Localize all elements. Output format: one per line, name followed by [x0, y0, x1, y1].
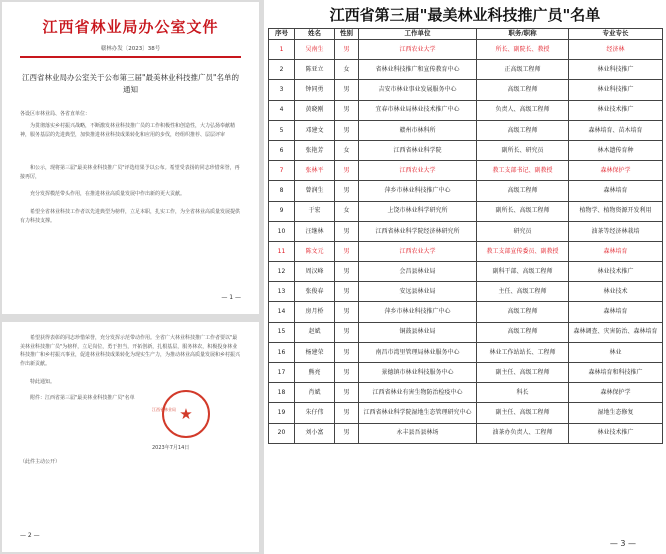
column-header: 职务/职称 [477, 29, 569, 40]
winners-table [268, 28, 663, 444]
table-cell: 女 [335, 201, 359, 221]
table-cell: 林木遗传育种 [569, 140, 663, 160]
table-cell: 男 [335, 322, 359, 342]
table-row [269, 262, 663, 282]
table-row [269, 161, 663, 181]
table-cell: 14 [269, 302, 295, 322]
table-cell: 副主任、高级工程师 [477, 363, 569, 383]
table-cell: 男 [335, 161, 359, 181]
table-cell: 负责人、高级工程师 [477, 100, 569, 120]
column-header: 工作单位 [359, 29, 477, 40]
table-cell: 萍乡市林业科技推广中心 [359, 181, 477, 201]
table-row [269, 423, 663, 443]
seal-text: 江西省林业局 [152, 407, 176, 412]
table-cell: 男 [335, 241, 359, 261]
table-cell: 林业 [569, 342, 663, 362]
table-header-row [269, 29, 663, 40]
table-cell: 高级工程师 [477, 120, 569, 140]
list-title: 江西省第三届"最美林业科技推广员"名单 [329, 6, 601, 24]
table-row [269, 302, 663, 322]
table-cell: 陈亚立 [295, 60, 335, 80]
page-number: — 3 — [609, 539, 636, 548]
table-cell: 赵斌 [295, 322, 335, 342]
table-cell: 森林培育、苗木培育 [569, 120, 663, 140]
table-row [269, 181, 663, 201]
table-cell: 植物学、植物资源开发利用 [569, 201, 663, 221]
table-cell: 肖斌 [295, 383, 335, 403]
table-cell: 11 [269, 241, 295, 261]
table-cell: 15 [269, 322, 295, 342]
column-header: 专业专长 [569, 29, 663, 40]
table-cell: 男 [335, 120, 359, 140]
table-cell: 高级工程师 [477, 181, 569, 201]
table-cell: 曾润生 [295, 181, 335, 201]
table-cell: 男 [335, 403, 359, 423]
closing-text: 特此通知。 [30, 379, 56, 385]
table-cell: 钟同勇 [295, 80, 335, 100]
table-cell: 男 [335, 302, 359, 322]
table-cell: 男 [335, 262, 359, 282]
seal-star-icon: ★ [179, 404, 193, 423]
table-cell: 林业科技推广 [569, 80, 663, 100]
table-cell: 13 [269, 282, 295, 302]
body-paragraph: 和公示，现将第三届"最美林业科技推广员"评选结果予以公布。希望受表扬的同志珍惜荣誉，再接再厉， [20, 165, 240, 180]
body-paragraph: 充分发挥模范带头作用，在推进林业高质量发展中作出新的更大贡献。 [30, 191, 186, 197]
table-cell: 张俊春 [295, 282, 335, 302]
table-cell: 8 [269, 181, 295, 201]
table-cell: 江西省林业科学院 [359, 140, 477, 160]
table-cell: 江西省林业科学院湿地生态管理研究中心 [359, 403, 477, 423]
table-cell: 森林培育 [569, 302, 663, 322]
table-cell: 副所长、研究员 [477, 140, 569, 160]
table-cell: 江西农业大学 [359, 161, 477, 181]
table-cell: 1 [269, 40, 295, 60]
table-cell: 油茶等经济林栽培 [569, 221, 663, 241]
table-cell: 研究员 [477, 221, 569, 241]
table-cell: 吴南生 [295, 40, 335, 60]
page-3 [264, 0, 666, 554]
table-row [269, 140, 663, 160]
table-cell: 汪继林 [295, 221, 335, 241]
table-cell: 南昌市湾里管理局林业服务中心 [359, 342, 477, 362]
table-cell: 江西省林业有害生物防治检疫中心 [359, 383, 477, 403]
table-cell: 9 [269, 201, 295, 221]
table-row [269, 221, 663, 241]
table-cell: 副科干部、高级工程师 [477, 262, 569, 282]
table-cell: 森林培育 [569, 181, 663, 201]
table-cell: 安远县林业局 [359, 282, 477, 302]
table-cell: 刘小富 [295, 423, 335, 443]
table-row [269, 342, 663, 362]
column-header: 姓名 [295, 29, 335, 40]
table-cell: 朱仔伟 [295, 403, 335, 423]
table-cell: 教工支部书记、副教授 [477, 161, 569, 181]
table-cell: 铜鼓县林业局 [359, 322, 477, 342]
table-cell: 主任、高级工程师 [477, 282, 569, 302]
table-cell: 森林培育 [569, 241, 663, 261]
page-2 [2, 322, 259, 552]
table-cell: 12 [269, 262, 295, 282]
table-row [269, 60, 663, 80]
public-note: （此件主动公开） [20, 459, 61, 465]
table-cell: 副所长、高级工程师 [477, 201, 569, 221]
table-cell: 森林保护学 [569, 383, 663, 403]
table-cell: 所长、副院长、教授 [477, 40, 569, 60]
table-cell: 4 [269, 100, 295, 120]
table-row [269, 40, 663, 60]
table-cell: 2 [269, 60, 295, 80]
body-paragraph: 为贯彻落实乡村振兴战略，不断激发林业科技推广员的工作积极性和创造性，大力弘扬奉献精神，服务基层的先进典型，加快推进林业科技成果转化和应用的步伐，经组织推荐、层层评审 [20, 123, 236, 138]
table-cell: 张艳芳 [295, 140, 335, 160]
table-row [269, 383, 663, 403]
page-1 [2, 2, 259, 314]
red-divider-line [20, 56, 241, 58]
table-cell: 男 [335, 100, 359, 120]
table-cell: 林业技术推广 [569, 423, 663, 443]
table-cell: 高级工程师 [477, 322, 569, 342]
table-cell: 男 [335, 80, 359, 100]
table-cell: 男 [335, 383, 359, 403]
table-cell: 森林培育和科技推广 [569, 363, 663, 383]
table-cell: 3 [269, 80, 295, 100]
column-header: 性别 [335, 29, 359, 40]
table-cell: 森林保护学 [569, 161, 663, 181]
page-number: — 2 — [20, 532, 40, 539]
attachment-line: 附件：江西省第三届"最美林业科技推广员"名单 [30, 395, 135, 401]
table-cell: 上饶市林业科学研究所 [359, 201, 477, 221]
table-cell: 江西农业大学 [359, 241, 477, 261]
table-cell: 杨建荣 [295, 342, 335, 362]
table-cell: 陈文元 [295, 241, 335, 261]
table-cell: 10 [269, 221, 295, 241]
table-cell: 省林业科技推广和宣传教育中心 [359, 60, 477, 80]
table-cell: 林业技术 [569, 282, 663, 302]
table-cell: 赣州市林科所 [359, 120, 477, 140]
table-cell: 永丰县吾县林场 [359, 423, 477, 443]
table-cell: 景德镇市林业科技服务中心 [359, 363, 477, 383]
table-cell: 吉安市林业事业发展服务中心 [359, 80, 477, 100]
table-cell: 男 [335, 342, 359, 362]
table-row [269, 120, 663, 140]
table-cell: 教工支部宣传委员、副教授 [477, 241, 569, 261]
table-cell: 江西农业大学 [359, 40, 477, 60]
table-cell: 男 [335, 181, 359, 201]
table-cell: 6 [269, 140, 295, 160]
table-cell: 黄晓刚 [295, 100, 335, 120]
table-cell: 男 [335, 423, 359, 443]
page-number: — 1 — [221, 294, 241, 301]
table-cell: 正高级工程师 [477, 60, 569, 80]
table-row [269, 80, 663, 100]
table-cell: 女 [335, 60, 359, 80]
table-cell: 17 [269, 363, 295, 383]
table-row [269, 403, 663, 423]
body-paragraph: 希望全省林业科技工作者以先进典型为榜样，立足本职，扎实工作，为全省林业高质量发展提供有力科技支撑。 [20, 209, 241, 224]
table-cell: 宜春市林业局林业技术推广中心 [359, 100, 477, 120]
table-cell: 男 [335, 221, 359, 241]
table-row [269, 241, 663, 261]
table-cell: 高级工程师 [477, 302, 569, 322]
table-cell: 男 [335, 282, 359, 302]
table-cell: 科长 [477, 383, 569, 403]
table-cell: 林业技术推广 [569, 262, 663, 282]
document-date: 2023年7月14日 [152, 445, 190, 451]
table-cell: 会昌县林业局 [359, 262, 477, 282]
table-cell: 7 [269, 161, 295, 181]
table-cell: 高级工程师 [477, 80, 569, 100]
table-cell: 油茶办负责人、工程师 [477, 423, 569, 443]
table-cell: 湿地生态修复 [569, 403, 663, 423]
table-cell: 张林平 [295, 161, 335, 181]
table-cell: 5 [269, 120, 295, 140]
table-cell: 林业技术推广 [569, 100, 663, 120]
table-cell: 江西省林业科学院经济林研究所 [359, 221, 477, 241]
table-cell: 18 [269, 383, 295, 403]
table-row [269, 363, 663, 383]
table-cell: 经济林 [569, 40, 663, 60]
table-row [269, 282, 663, 302]
table-cell: 周汉峰 [295, 262, 335, 282]
table-cell: 女 [335, 140, 359, 160]
table-cell: 林业工作站站长、工程师 [477, 342, 569, 362]
table-cell: 熊亮 [295, 363, 335, 383]
table-cell: 副主任、高级工程师 [477, 403, 569, 423]
table-cell: 男 [335, 363, 359, 383]
table-body [269, 40, 663, 444]
table-row [269, 100, 663, 120]
table-cell: 16 [269, 342, 295, 362]
table-row [269, 322, 663, 342]
table-row [269, 201, 663, 221]
table-cell: 房月桥 [295, 302, 335, 322]
salutation: 各设区市林业局、各省直单位： [20, 111, 91, 117]
table-cell: 森林调查、灾害防治、森林培育 [569, 322, 663, 342]
document-number: 赣林办发〔2023〕38号 [100, 46, 161, 52]
table-cell: 20 [269, 423, 295, 443]
table-cell: 邓建文 [295, 120, 335, 140]
table-cell: 19 [269, 403, 295, 423]
body-paragraph: 希望获得表彰的同志珍惜荣誉，充分发挥示范带动作用。全省广大林业科技推广工作者要以"最美林业科技推广员"为榜样，立足岗位，勇于担当，开拓创新，扎根基层，服务林农，积极投身林业科技推广和乡村振兴事业，促进林业科技成果转化为现实生产力，为推动林业高质量发展和乡村振兴作出新贡献。 [20, 335, 241, 367]
table-cell: 男 [335, 40, 359, 60]
table-cell: 林业科技推广 [569, 60, 663, 80]
document-header: 江西省林业局办公室文件 [42, 18, 219, 36]
notice-title: 江西省林业局办公室关于公布第三届"最美林业科技推广员"名单的通知 [22, 73, 239, 94]
column-header: 序号 [269, 29, 295, 40]
table-cell: 于宏 [295, 201, 335, 221]
table-cell: 萍乡市林业科技推广中心 [359, 302, 477, 322]
